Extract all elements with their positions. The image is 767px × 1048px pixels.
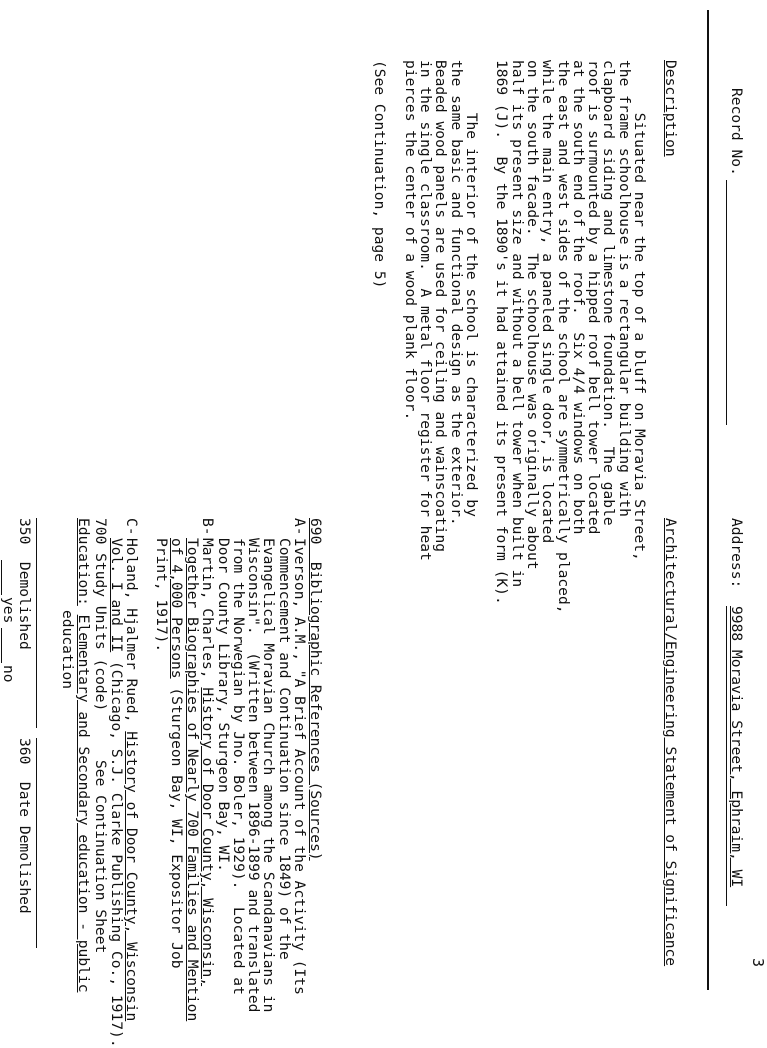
bibliography-entry-c-letter: C-: [123, 518, 140, 536]
description-heading: Description: [662, 60, 679, 157]
bibliography-entry-b: Martin, Charles, History of Door County, Wisconsin, Together Biographies of Nearly 700 Families and Mention of 4,000 Persons (Sturgeon Bay, WI, Expositor Job Print, 1917).: [153, 538, 216, 1022]
demolished-no-blank[interactable]: [1, 628, 2, 663]
bibliography-entry-a-letter: A-: [291, 518, 308, 536]
bibliography-heading: 690 Bibliographic References (Sources): [307, 518, 324, 861]
bibliography-continuation-note: See Continuation Sheet: [92, 760, 109, 954]
description-continuation-note: (See Continuation, page 5): [371, 60, 388, 289]
education-value-continued: education: [59, 610, 76, 690]
demolished-rule: [36, 518, 37, 728]
record-number-field[interactable]: [726, 180, 727, 425]
education-value: Elementary and Secondary education - public: [75, 614, 92, 993]
date-demolished-label: 360 Date Demolished: [16, 738, 33, 914]
bibliography-entry-b-letter: B-: [199, 518, 216, 536]
header-rule: [707, 10, 709, 990]
description-paragraph-1: Situated near the top of a bluff on Moravia Street, the frame schoolhouse is a rectangular building with clapboard siding and limestone foundation. The gable roof is surmounted by a hipped roof bell tower located at the south end of the roof. Six 4/4 windows on both the east and west sides of the school are symmetrically placed, while the main entry, a paneled single door, is located on the south facade. The schoolhouse was originally about half its present size and without a bell tower when built in 1869 (J). By the 1890's it had attained its present form (K).: [493, 60, 648, 614]
education-line: [76, 518, 91, 992]
demolished-yes-blank[interactable]: [1, 560, 2, 595]
demolished-label: 350 Demolished: [16, 518, 33, 650]
bibliography-entry-a: Iverson, A.M., "A Brief Account of the Activity (Its Commencement and Continuation since 1849) of the Evangelical Moravian Church among the Scandanavians in Wisconsin". (Written between 1896-1899 and translated from the Norwegian by Jno. Boler, 1929). Located at Door County Library, Sturgeon Bay, WI.: [214, 538, 308, 1013]
education-label: Education:: [75, 518, 92, 606]
record-number-label: Record No.: [728, 88, 745, 176]
date-demolished-rule: [36, 738, 37, 948]
address-value: 9988 Moravia Street, Ephraim, WI: [728, 606, 745, 888]
study-units-label: 700 Study Units (code): [92, 518, 109, 712]
significance-heading: Architectural/Engineering Statement of Significance: [662, 518, 679, 967]
address-label: Address:: [728, 518, 745, 589]
demolished-no-label: no: [0, 665, 17, 683]
page-number: 3: [749, 958, 767, 968]
description-paragraph-2: The interior of the school is characterized by the same basic and functional design as the exterior. Beaded wood panels are used for ceiling and wainscoating in the single classroom. A metal floor register for heat pierces the center of a wood plank floor.: [401, 60, 480, 561]
bibliography-entry-c: Holand, Hjalmer Rued, History of Door County, Wisconsin Vol. I and II (Chicago, S.J. Clarke Publishing Co., 1917).: [107, 538, 140, 1048]
address-field-line: [726, 606, 727, 906]
demolished-yes-label: yes: [0, 597, 17, 624]
